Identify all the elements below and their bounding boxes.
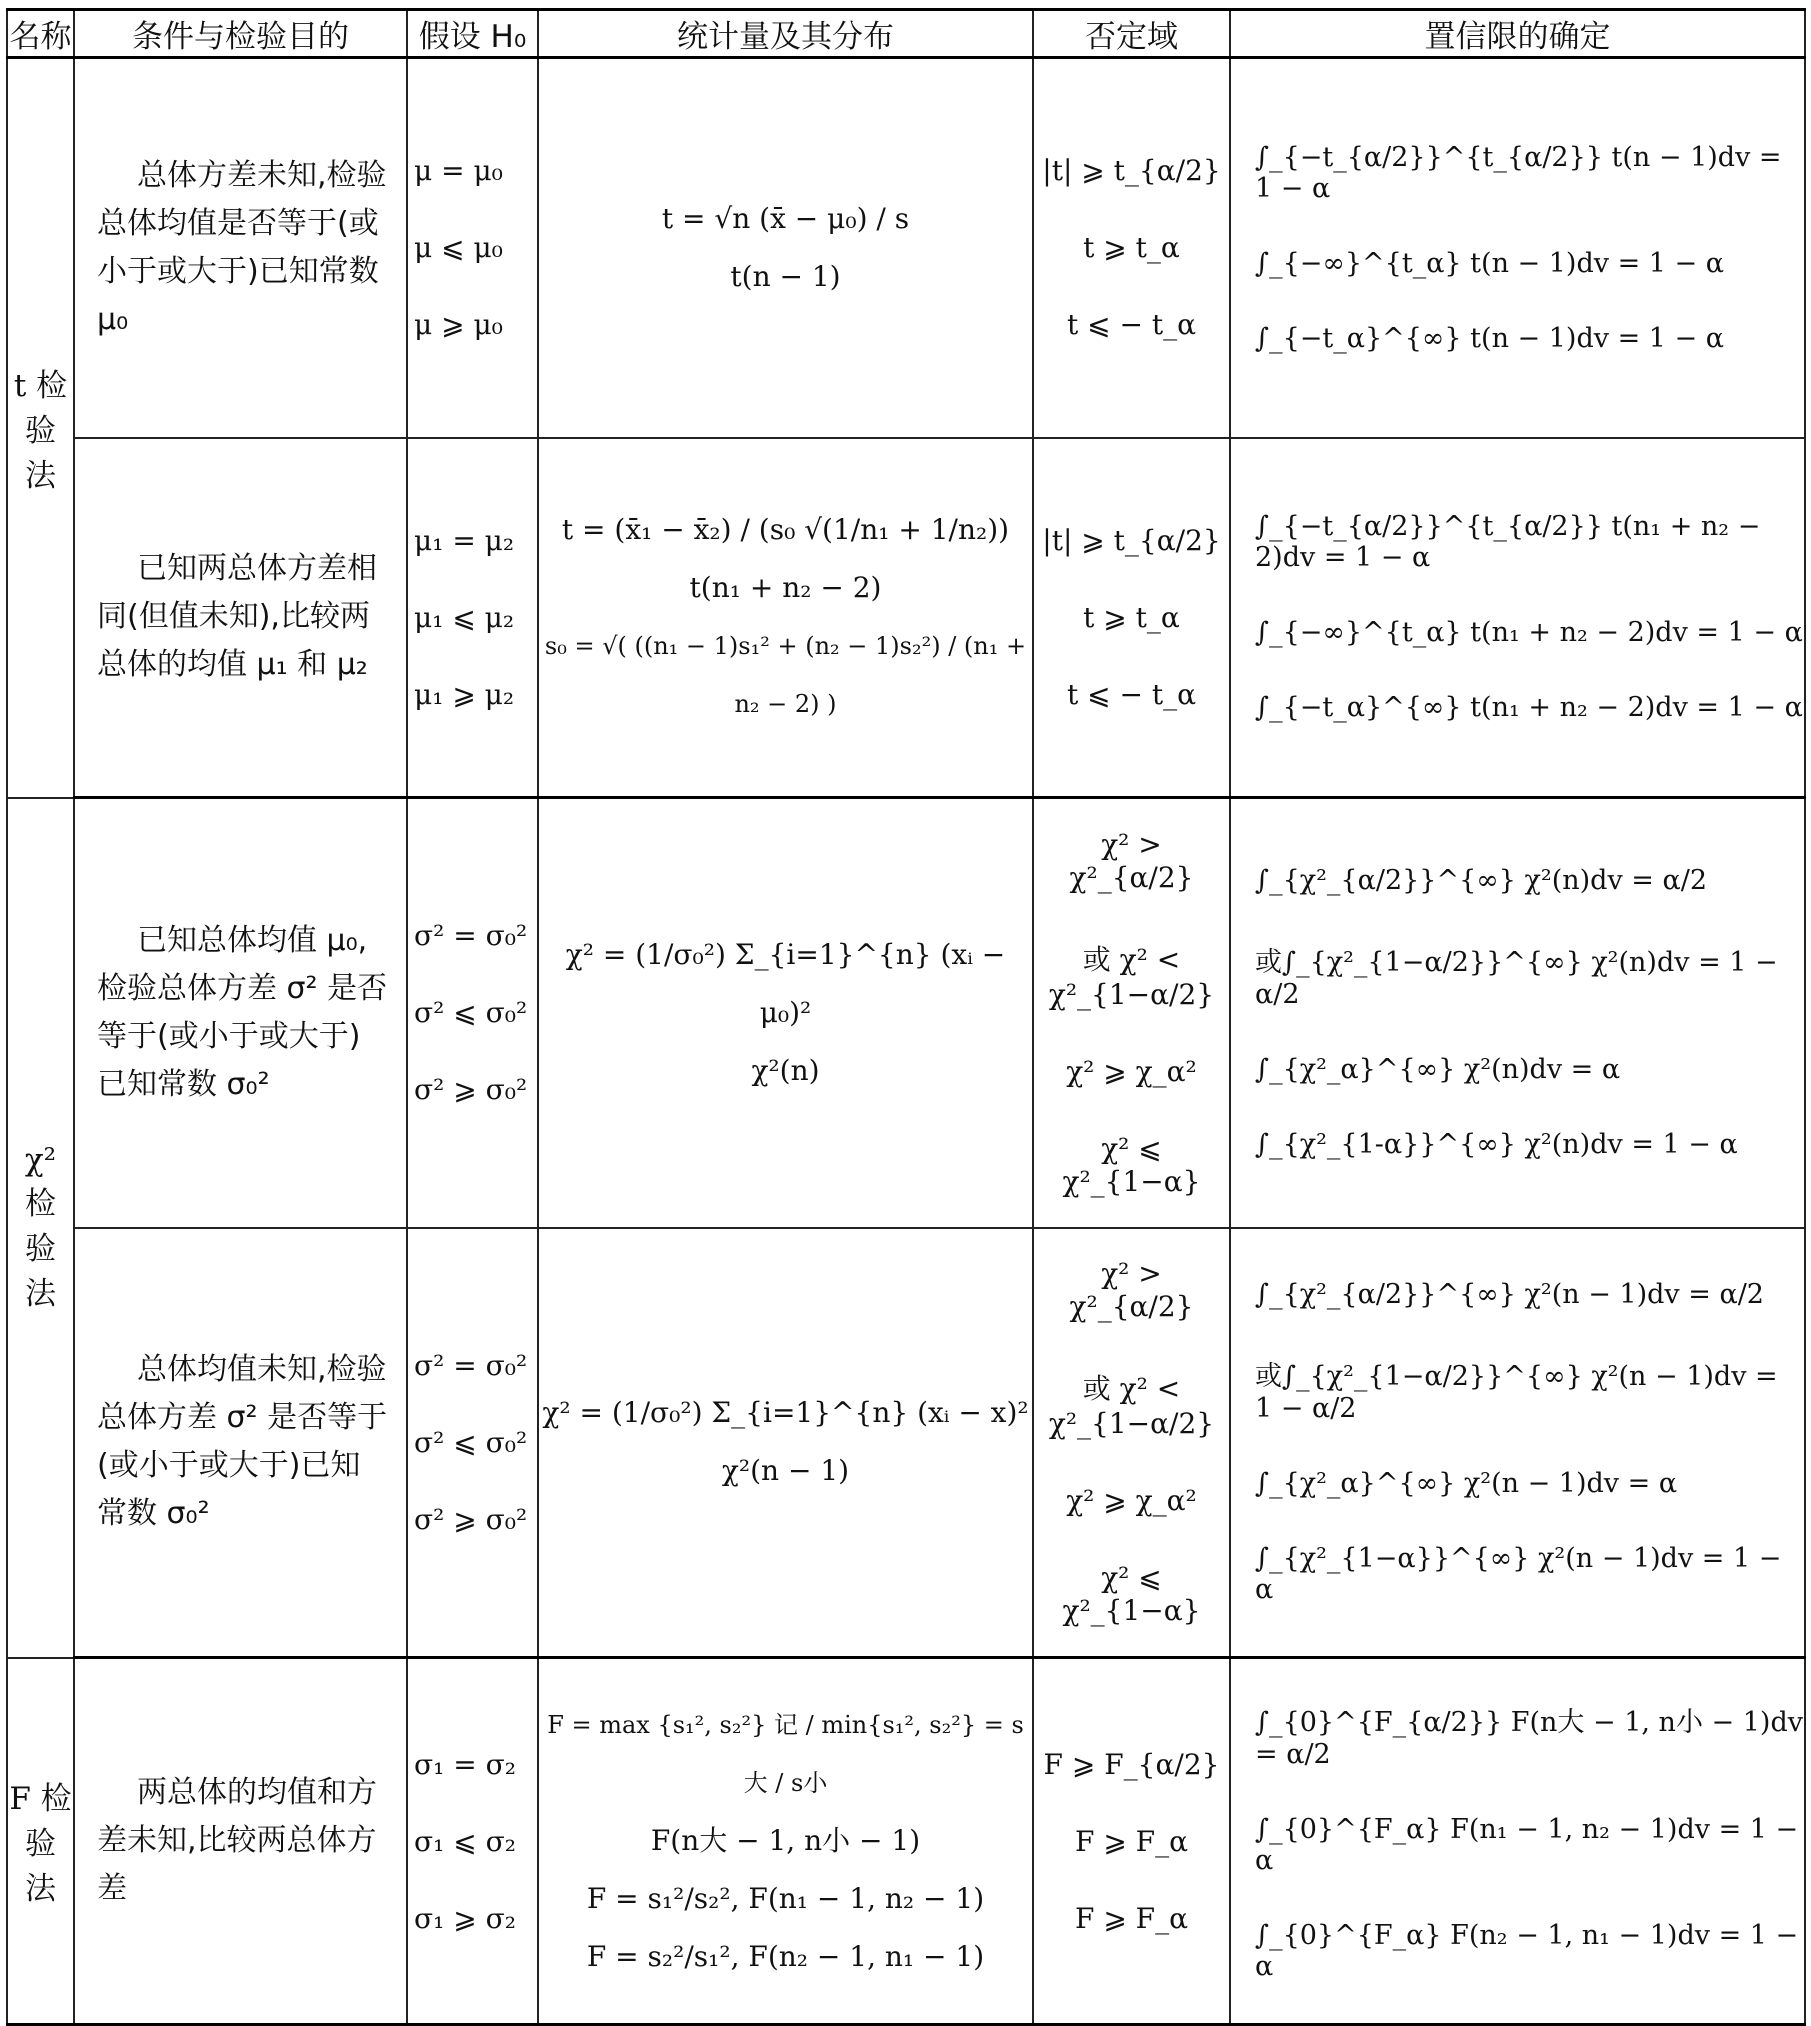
hypothesis-cell: μ₁ = μ₂ μ₁ ⩽ μ₂ μ₁ ⩾ μ₂ — [407, 438, 538, 798]
rejection-cell: χ² > χ²_{α/2} 或 χ² < χ²_{1−α/2} χ² ⩾ χ_α² χ² ⩽ χ²_{1−α} — [1033, 798, 1230, 1228]
confidence-cell: ∫_{−t_{α/2}}^{t_{α/2}} t(n₁ + n₂ − 2)dv = 1 − α ∫_{−∞}^{t_α} t(n₁ + n₂ − 2)dv = 1 − α ∫_{−t_α}^{∞} t(n₁ + n₂ − 2)dv = 1 − α — [1230, 438, 1805, 798]
hypothesis-cell: σ² = σ₀² σ² ⩽ σ₀² σ² ⩾ σ₀² — [407, 1228, 538, 1658]
header-hypothesis: 假设 H₀ — [407, 10, 538, 58]
condition-cell: 总体方差未知,检验总体均值是否等于(或小于或大于)已知常数 μ₀ — [74, 58, 407, 438]
condition-cell: 总体均值未知,检验总体方差 σ² 是否等于(或小于或大于)已知常数 σ₀² — [74, 1228, 407, 1658]
table-row — [7, 798, 1805, 1228]
confidence-cell: ∫_{χ²_{α/2}}^{∞} χ²(n − 1)dv = α/2 或∫_{χ²_{1−α/2}}^{∞} χ²(n − 1)dv = 1 − α/2 ∫_{χ²_α}^{∞} χ²(n − 1)dv = α ∫_{χ²_{1−α}}^{∞} χ²(n − 1)dv = 1 − α — [1230, 1228, 1805, 1658]
header-confidence: 置信限的确定 — [1230, 10, 1805, 58]
table-row — [7, 1658, 1805, 2025]
condition-cell: 已知两总体方差相同(但值未知),比较两总体的均值 μ₁ 和 μ₂ — [74, 438, 407, 798]
table-row — [7, 438, 1805, 798]
test-name-chi2: χ² 检 验 法 — [7, 798, 74, 1658]
hypothesis-cell: μ = μ₀ μ ⩽ μ₀ μ ⩾ μ₀ — [407, 58, 538, 438]
hypothesis-test-table — [6, 8, 1806, 2026]
rejection-cell: F ⩾ F_{α/2} F ⩾ F_α F ⩾ F_α — [1033, 1658, 1230, 2025]
statistic-cell: t = (x̄₁ − x̄₂) / (s₀ √(1/n₁ + 1/n₂)) t(n₁ + n₂ − 2) s₀ = √( ((n₁ − 1)s₁² + (n₂ − 1)s₂²) / (n₁ + n₂ − 2) ) — [538, 438, 1033, 798]
statistic-cell: χ² = (1/σ₀²) Σ_{i=1}^{n} (xᵢ − x)² χ²(n − 1) — [538, 1228, 1033, 1658]
hypothesis-cell: σ₁ = σ₂ σ₁ ⩽ σ₂ σ₁ ⩾ σ₂ — [407, 1658, 538, 2025]
condition-cell: 已知总体均值 μ₀,检验总体方差 σ² 是否等于(或小于或大于)已知常数 σ₀² — [74, 798, 407, 1228]
confidence-cell: ∫_{χ²_{α/2}}^{∞} χ²(n)dv = α/2 或∫_{χ²_{1−α/2}}^{∞} χ²(n)dv = 1 − α/2 ∫_{χ²_α}^{∞} χ²(n)dv = α ∫_{χ²_{1-α}}^{∞} χ²(n)dv = 1 − α — [1230, 798, 1805, 1228]
statistic-cell: F = max {s₁², s₂²} 记 / min{s₁², s₂²} = s大 / s小 F(n大 − 1, n小 − 1) F = s₁²/s₂², F(n₁ − 1, n₂ − 1) F = s₂²/s₁², F(n₂ − 1, n₁ − 1) — [538, 1658, 1033, 2025]
table-row — [7, 1228, 1805, 1658]
test-name-f: F 检 验 法 — [7, 1658, 74, 2025]
table-row — [7, 58, 1805, 438]
test-name-t: t 检 验 法 — [7, 58, 74, 798]
condition-cell: 两总体的均值和方差未知,比较两总体方差 — [74, 1658, 407, 2025]
header-statistic: 统计量及其分布 — [538, 10, 1033, 58]
table-header — [7, 10, 1805, 58]
header-rejection: 否定域 — [1033, 10, 1230, 58]
rejection-cell: |t| ⩾ t_{α/2} t ⩾ t_α t ⩽ − t_α — [1033, 438, 1230, 798]
rejection-cell: χ² > χ²_{α/2} 或 χ² < χ²_{1−α/2} χ² ⩾ χ_α² χ² ⩽ χ²_{1−α} — [1033, 1228, 1230, 1658]
statistic-cell: t = √n (x̄ − μ₀) / s t(n − 1) — [538, 58, 1033, 438]
rejection-cell: |t| ⩾ t_{α/2} t ⩾ t_α t ⩽ − t_α — [1033, 58, 1230, 438]
header-condition: 条件与检验目的 — [74, 10, 407, 58]
hypothesis-cell: σ² = σ₀² σ² ⩽ σ₀² σ² ⩾ σ₀² — [407, 798, 538, 1228]
confidence-cell: ∫_{−t_{α/2}}^{t_{α/2}} t(n − 1)dv = 1 − α ∫_{−∞}^{t_α} t(n − 1)dv = 1 − α ∫_{−t_α}^{∞} t(n − 1)dv = 1 − α — [1230, 58, 1805, 438]
confidence-cell: ∫_{0}^{F_{α/2}} F(n大 − 1, n小 − 1)dv = α/2 ∫_{0}^{F_α} F(n₁ − 1, n₂ − 1)dv = 1 − α ∫_{0}^{F_α} F(n₂ − 1, n₁ − 1)dv = 1 − α — [1230, 1658, 1805, 2025]
header-name: 名称 — [7, 10, 74, 58]
statistic-cell: χ² = (1/σ₀²) Σ_{i=1}^{n} (xᵢ − μ₀)² χ²(n) — [538, 798, 1033, 1228]
